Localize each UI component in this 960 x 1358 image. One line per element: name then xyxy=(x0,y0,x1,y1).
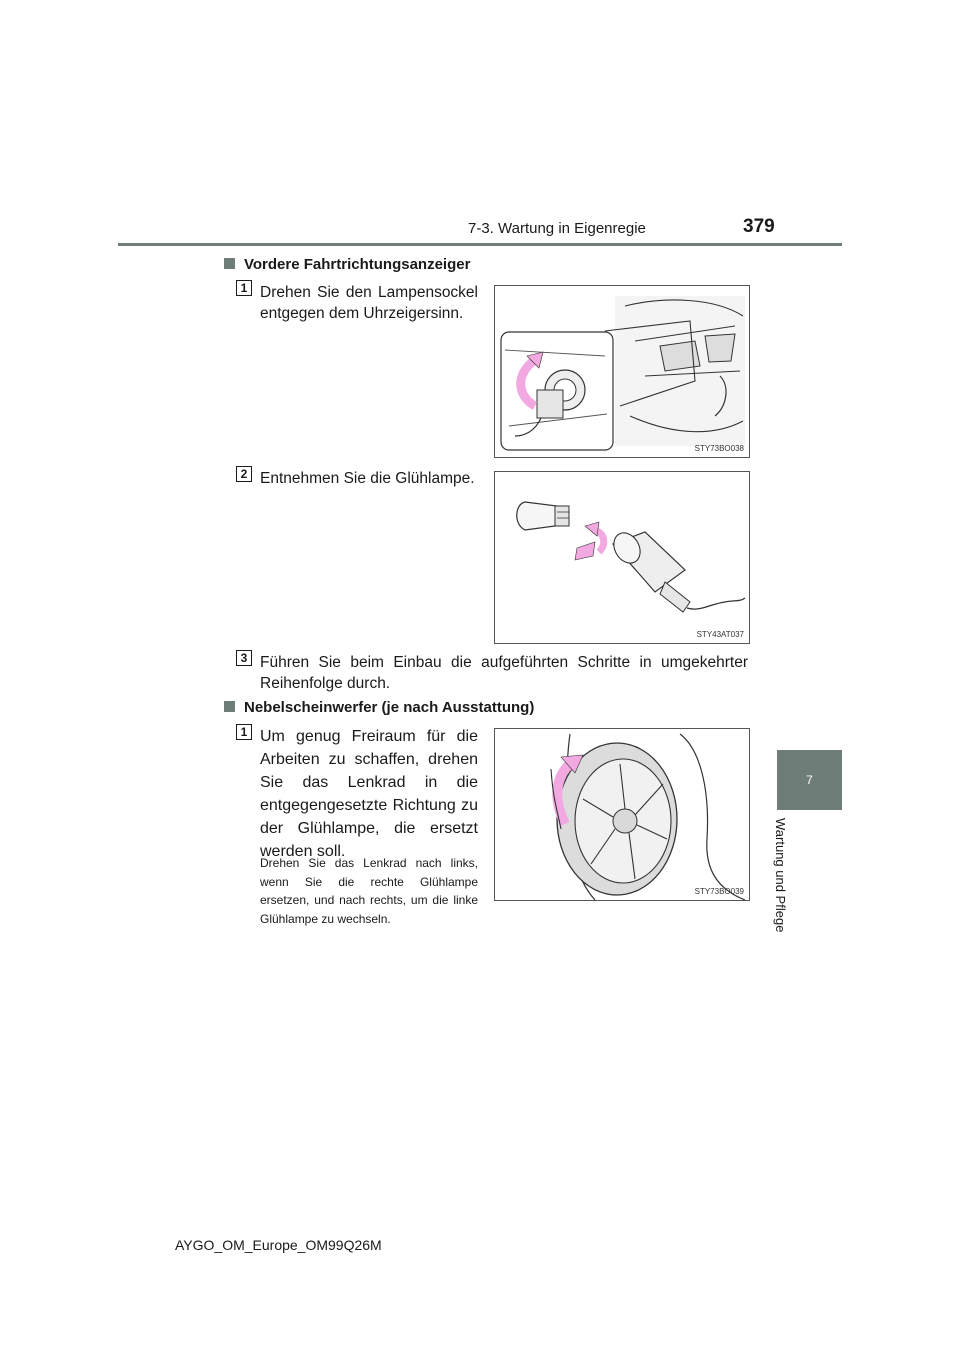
headlight-socket-illustration xyxy=(495,286,749,457)
step-text: Drehen Sie den Lampensockel entgegen dem Uhrzeigersinn. xyxy=(260,284,478,322)
square-bullet-icon xyxy=(224,258,235,269)
header-divider xyxy=(118,243,842,246)
section-heading: Vordere Fahrtrichtungsanzeiger xyxy=(224,256,470,273)
figure-code: STY43AT037 xyxy=(696,630,744,639)
document-id: AYGO_OM_Europe_OM99Q26M xyxy=(175,1237,382,1253)
page-number: 379 xyxy=(743,216,775,237)
section-title: 7-3. Wartung in Eigenregie xyxy=(468,220,646,237)
step-number: 1 xyxy=(236,280,252,296)
step-note: Drehen Sie das Lenkrad nach links, wenn Sie die rechte Glühlampe ersetzen, und nach rechts, um die linke Glühlampe zu wechseln. xyxy=(260,856,478,926)
square-bullet-icon xyxy=(224,701,235,712)
chapter-title: Wartung und Pflege xyxy=(773,818,788,933)
figure-code: STY73BO038 xyxy=(694,444,744,453)
step-text: Um genug Freiraum für die Arbeiten zu schaffen, drehen Sie das Lenkrad in die entgegengesetzte Richtung zu der Glühlampe, die ersetzt werden soll. xyxy=(260,728,478,860)
figure-code: STY73BO039 xyxy=(694,887,744,896)
step-text: Entnehmen Sie die Glühlampe. xyxy=(260,470,475,487)
wheel-turn-illustration xyxy=(495,729,749,900)
chapter-title-vertical xyxy=(748,818,838,948)
figure-steering-wheel xyxy=(494,728,750,901)
bulb-removal-illustration xyxy=(495,472,749,643)
step-number: 2 xyxy=(236,466,252,482)
chapter-tab: 7 xyxy=(777,750,842,810)
step-number: 3 xyxy=(236,650,252,666)
step-number: 1 xyxy=(236,724,252,740)
figure-bulb-removal xyxy=(494,471,750,644)
step-text: Führen Sie beim Einbau die aufgeführten Schritte in umgekehrter Reihenfolge durch. xyxy=(260,654,748,692)
section-heading: Nebelscheinwerfer (je nach Ausstattung) xyxy=(224,699,534,716)
figure-bulb-socket xyxy=(494,285,750,458)
